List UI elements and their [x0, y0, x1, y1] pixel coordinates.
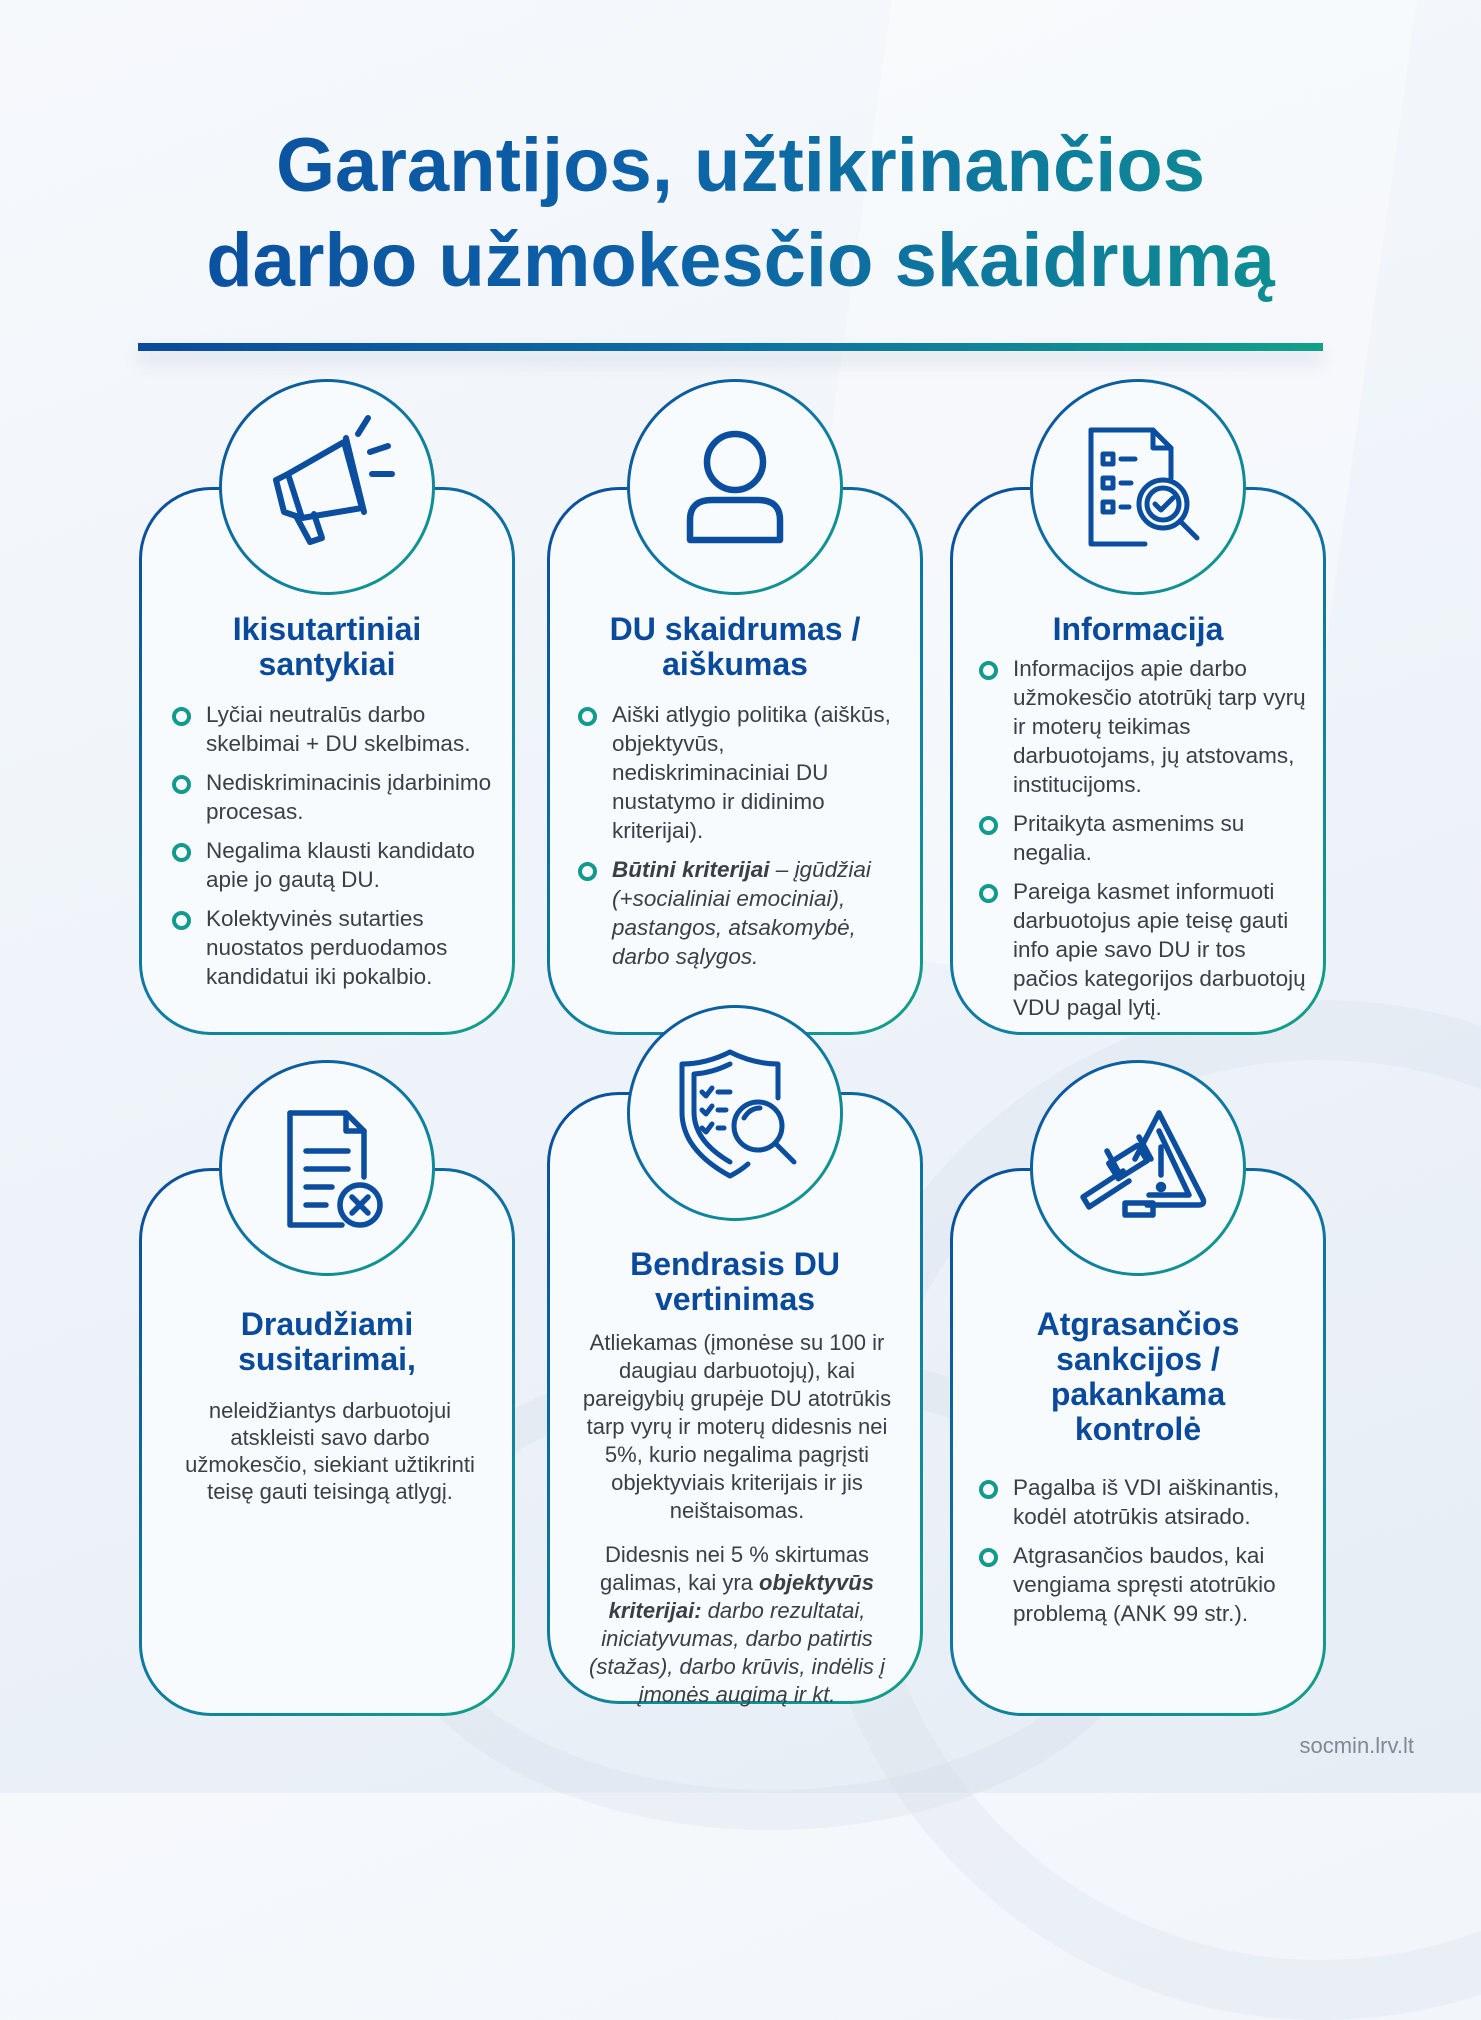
- icon-circle: [627, 1005, 843, 1221]
- bullet-list: [973, 654, 1309, 1032]
- card-title-line: pakankama: [1050, 1376, 1226, 1412]
- bold-label: Būtini kriterijai: [612, 857, 770, 882]
- list-item: Pareiga kasmet informuoti darbuotojus apie teisę gauti info apie savo DU ir tos pačios kategorijos darbuotojų VDU pagal lytį.: [973, 877, 1309, 1022]
- card-title-line: Draudžiami: [240, 1306, 414, 1342]
- list-item: Pritaikyta asmenims su negalia.: [973, 809, 1309, 867]
- card-title-line: susitarimai,: [238, 1341, 416, 1377]
- card-title: [953, 1307, 1323, 1447]
- title-line-2: darbo užmokesčio skaidrumą: [206, 218, 1275, 303]
- list-item: Kolektyvinės sutarties nuostatos perduodamos kandidatui iki pokalbio.: [166, 904, 496, 991]
- card-title-line: vertinimas: [654, 1281, 816, 1317]
- icon-circle: [1030, 379, 1246, 595]
- card-title-line: DU skaidrumas /: [609, 611, 861, 647]
- list-item: Negalima klausti kandidato apie jo gautą DU.: [166, 836, 496, 894]
- list-item: Pagalba iš VDI aiškinantis, kodėl atotrūkis atsirado.: [973, 1473, 1309, 1531]
- card-title-line: kontrolė: [1074, 1411, 1202, 1447]
- card-title-line: Informacija: [1052, 611, 1224, 647]
- title-line-1: Garantijos, užtikrinančios: [275, 123, 1206, 208]
- list-item: [572, 855, 892, 971]
- bullet-list: [973, 1473, 1309, 1638]
- text-part: darbo rezultatai, iniciatyvumas, darbo patirtis (stažas), darbo krūvis, indėlis į įmonės augimą ir kt.: [589, 1598, 885, 1707]
- footer-url: socmin.lrv.lt: [1299, 1733, 1414, 1758]
- document-search-icon: [1063, 412, 1213, 562]
- icon-circle: [627, 379, 843, 595]
- card-title: [953, 612, 1323, 647]
- card-title: [142, 1307, 512, 1377]
- card-title-line: aiškumas: [662, 646, 808, 682]
- list-item: Aiški atlygio politika (aiškūs, objektyvūs, nediskriminaciniai DU nustatymo ir didinimo kriterijai).: [572, 700, 892, 845]
- card-description: [170, 1397, 490, 1521]
- bold-label: objektyvūs kriterijai:: [608, 1570, 874, 1623]
- page-title: [0, 118, 1481, 308]
- icon-circle: [219, 379, 435, 595]
- title-divider: [138, 343, 1323, 351]
- gavel-warning-icon: [1063, 1093, 1213, 1243]
- list-item: Nediskriminacinis įdarbinimo procesas.: [166, 768, 496, 826]
- document-cancel-icon: [252, 1093, 402, 1243]
- card-title: [550, 612, 920, 682]
- icon-circle: [219, 1060, 435, 1276]
- bullet-list: [166, 700, 496, 1001]
- card-title-line: sankcijos /: [1056, 1341, 1220, 1377]
- card-title-line: Atgrasančios: [1036, 1306, 1240, 1342]
- card-title-line: santykiai: [258, 646, 396, 682]
- description-text: Atliekamas (įmonėse su 100 ir daugiau darbuotojų), kai pareigybių grupėje DU atotrūkis tarp vyrų ir moterų didesnis nei 5%, kurio negalima pagrįsti objektyviais kriterijais ir jis neištaisomas.: [582, 1330, 892, 1523]
- megaphone-icon: [252, 412, 402, 562]
- card-title-line: Bendrasis DU: [630, 1246, 840, 1282]
- card-description: [572, 1329, 902, 1725]
- card-title: [550, 1247, 920, 1317]
- card-title: [142, 612, 512, 682]
- text-part: Didesnis nei 5 % skirtumas galimas, kai yra: [600, 1542, 870, 1595]
- list-item: Informacijos apie darbo užmokesčio atotrūkį tarp vyrų ir moterų teikimas darbuotojams, jų atstovams, institucijoms.: [973, 654, 1309, 799]
- shield-search-icon: [660, 1038, 810, 1188]
- description-text: [572, 1541, 902, 1709]
- icon-circle: [1030, 1060, 1246, 1276]
- person-icon: [660, 412, 810, 562]
- description-text: neleidžiantys darbuotojui atskleisti savo darbo užmokesčio, siekiant užtikrinti teisę gauti teisingą atlygį.: [185, 1398, 475, 1504]
- bullet-rest: – įgūdžiai (+socialiniai emociniai), pastangos, atsakomybė, darbo sąlygos.: [612, 857, 871, 969]
- list-item: Lyčiai neutralūs darbo skelbimai + DU skelbimas.: [166, 700, 496, 758]
- list-item: Atgrasančios baudos, kai vengiama spręsti atotrūkio problemą (ANK 99 str.).: [973, 1541, 1309, 1628]
- card-title-line: Ikisutartiniai: [232, 611, 422, 647]
- bullet-list: [572, 700, 892, 981]
